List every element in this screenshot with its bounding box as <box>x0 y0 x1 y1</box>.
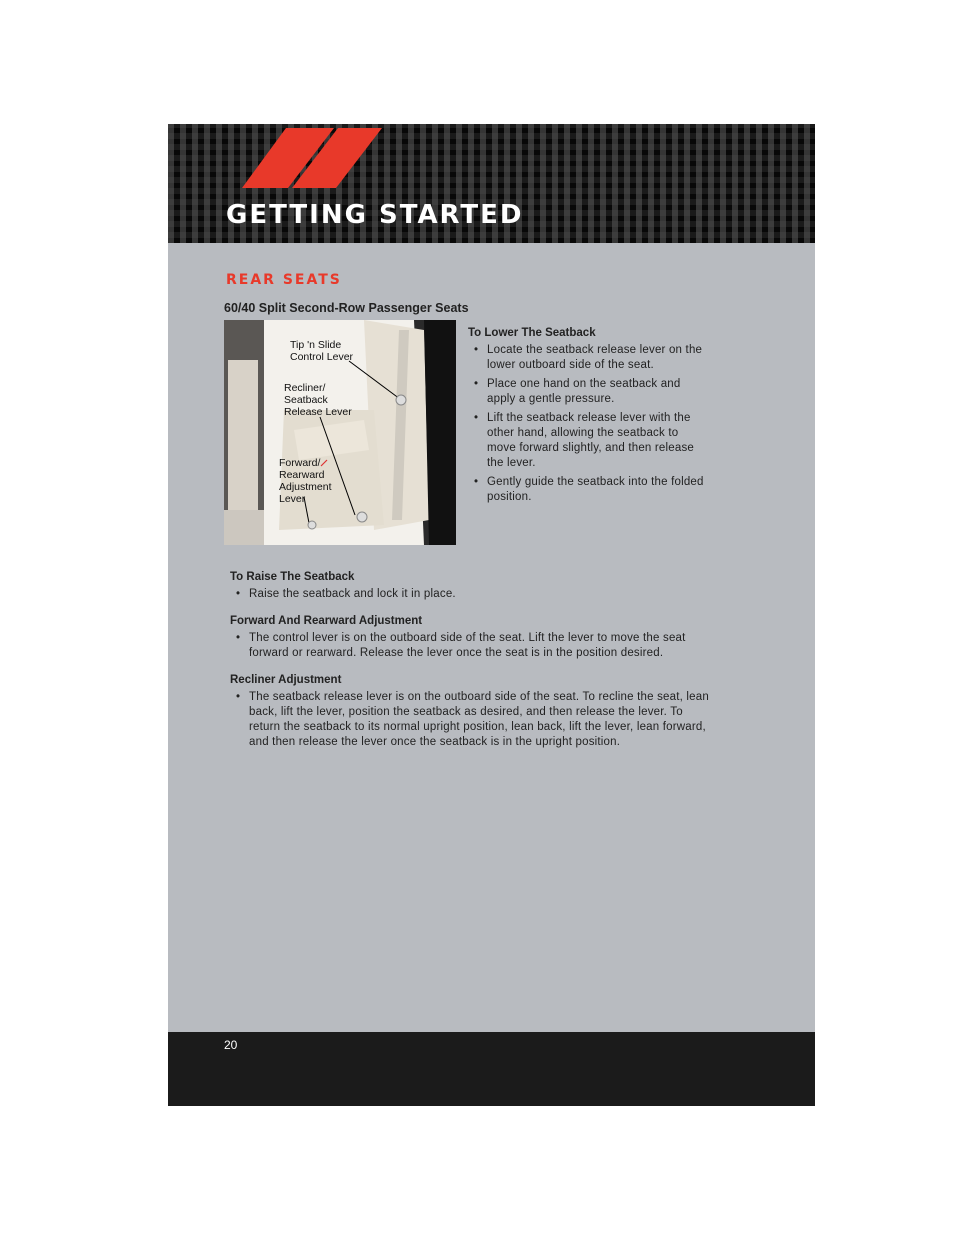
recliner-adjustment-section <box>230 674 710 750</box>
chapter-title: GETTING STARTED <box>226 200 524 230</box>
lower-seatback-heading: To Lower The Seatback <box>468 327 596 339</box>
forward-adjustment-section <box>230 615 710 661</box>
header-banner <box>168 124 815 243</box>
recliner-lever-label: Recliner/ Seatback Release Lever <box>284 382 352 418</box>
list-item: • The seatback release lever is on the outboard side of the seat. To recline the seat, lean back, lift the lever, position the seatback as desired, and then release the lever. To return the seatback to its normal upright position, lean back, lift the lever, lean forward, and then release the lever once the seatback is in the upright position. <box>230 690 710 750</box>
section-title: REAR SEATS <box>226 272 342 288</box>
list-item: • Place one hand on the seatback and apply a gentle pressure. <box>468 377 708 407</box>
rear-seat-photo <box>224 320 456 545</box>
forward-adjustment-heading: Forward And Rearward Adjustment <box>230 615 423 627</box>
raise-seatback-heading: To Raise The Seatback <box>230 571 355 583</box>
forward-rearward-lever-label: Forward/ Rearward Adjustment Lever <box>279 457 332 505</box>
list-item: • Raise the seatback and lock it in place. <box>230 587 710 602</box>
manual-page <box>168 124 815 1106</box>
tip-slide-lever-label: Tip 'n Slide Control Lever <box>290 339 354 363</box>
raise-seatback-section <box>230 571 710 602</box>
list-item: • Locate the seatback release lever on the lower outboard side of the seat. <box>468 343 708 373</box>
brand-slashes-logo <box>242 128 392 192</box>
list-item: • The control lever is on the outboard side of the seat. Lift the lever to move the seat forward or rearward. Release the lever once the seat is in the position desired. <box>230 631 710 661</box>
recliner-adjustment-heading: Recliner Adjustment <box>230 674 342 686</box>
figure-subtitle: 60/40 Split Second-Row Passenger Seats <box>224 301 469 315</box>
page-number: 20 <box>224 1038 238 1052</box>
lower-seatback-section <box>468 327 708 505</box>
list-item: • Lift the seatback release lever with the other hand, allowing the seatback to move forward slightly, and then release the lever. <box>468 411 708 471</box>
footer-bar <box>168 1032 815 1106</box>
list-item: • Gently guide the seatback into the folded position. <box>468 475 708 505</box>
